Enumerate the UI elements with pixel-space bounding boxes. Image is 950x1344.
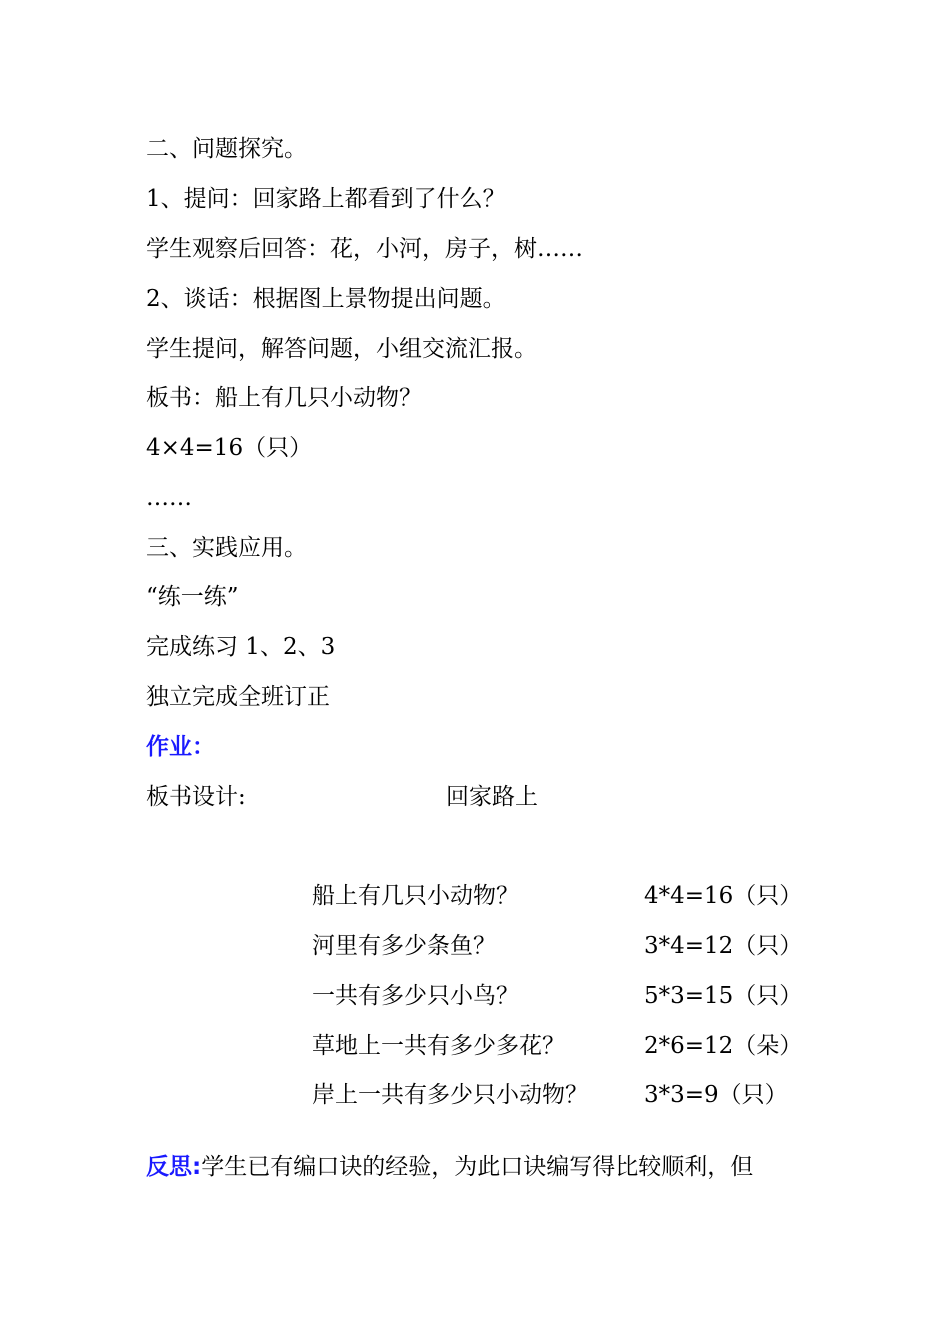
discussion-line: 2、谈话：根据图上景物提出问题。 (146, 286, 506, 312)
reflection-label: 反思: (146, 1154, 202, 1180)
ellipsis-line: …… (146, 485, 192, 511)
board-row (312, 981, 832, 1011)
board-answer: 3*3=9（只） (644, 1082, 788, 1108)
equation-line: 4×4=16（只） (146, 435, 313, 461)
board-design-label: 板书设计: (146, 784, 246, 810)
board-answer: 2*6=12（朵） (644, 1033, 803, 1059)
board-row (312, 881, 832, 911)
student-question-line: 学生提问，解答问题，小组交流汇报。 (146, 336, 537, 362)
practice-title-line: “练一练” (146, 584, 239, 610)
student-answer-line: 学生观察后回答：花，小河，房子，树…… (146, 236, 583, 262)
blackboard-line: 板书：船上有几只小动物？ (146, 385, 422, 411)
board-question: 河里有多少条鱼？ (312, 933, 496, 959)
reflection-paragraph (146, 1152, 753, 1182)
board-answer: 5*3=15（只） (644, 983, 803, 1009)
correction-line: 独立完成全班订正 (146, 684, 330, 710)
board-question: 一共有多少只小鸟？ (312, 983, 519, 1009)
section-heading-inquiry: 二、问题探究。 (146, 136, 307, 162)
board-question: 草地上一共有多少多花？ (312, 1033, 565, 1059)
reflection-text: 学生已有编口诀的经验，为此口诀编写得比较顺利，但 (201, 1154, 754, 1180)
board-answer: 4*4=16（只） (644, 883, 803, 909)
board-row (312, 1080, 832, 1110)
board-row (312, 1031, 832, 1061)
question-line: 1、提问：回家路上都看到了什么？ (146, 186, 506, 212)
board-question: 岸上一共有多少只小动物？ (312, 1082, 588, 1108)
homework-heading: 作业： (146, 734, 215, 760)
exercise-line: 完成练习 1、2、3 (146, 634, 336, 660)
board-row (312, 931, 832, 961)
board-answer: 3*4=12（只） (644, 933, 803, 959)
board-question: 船上有几只小动物？ (312, 883, 519, 909)
section-heading-practice: 三、实践应用。 (146, 535, 307, 561)
board-design-title: 回家路上 (446, 784, 538, 810)
